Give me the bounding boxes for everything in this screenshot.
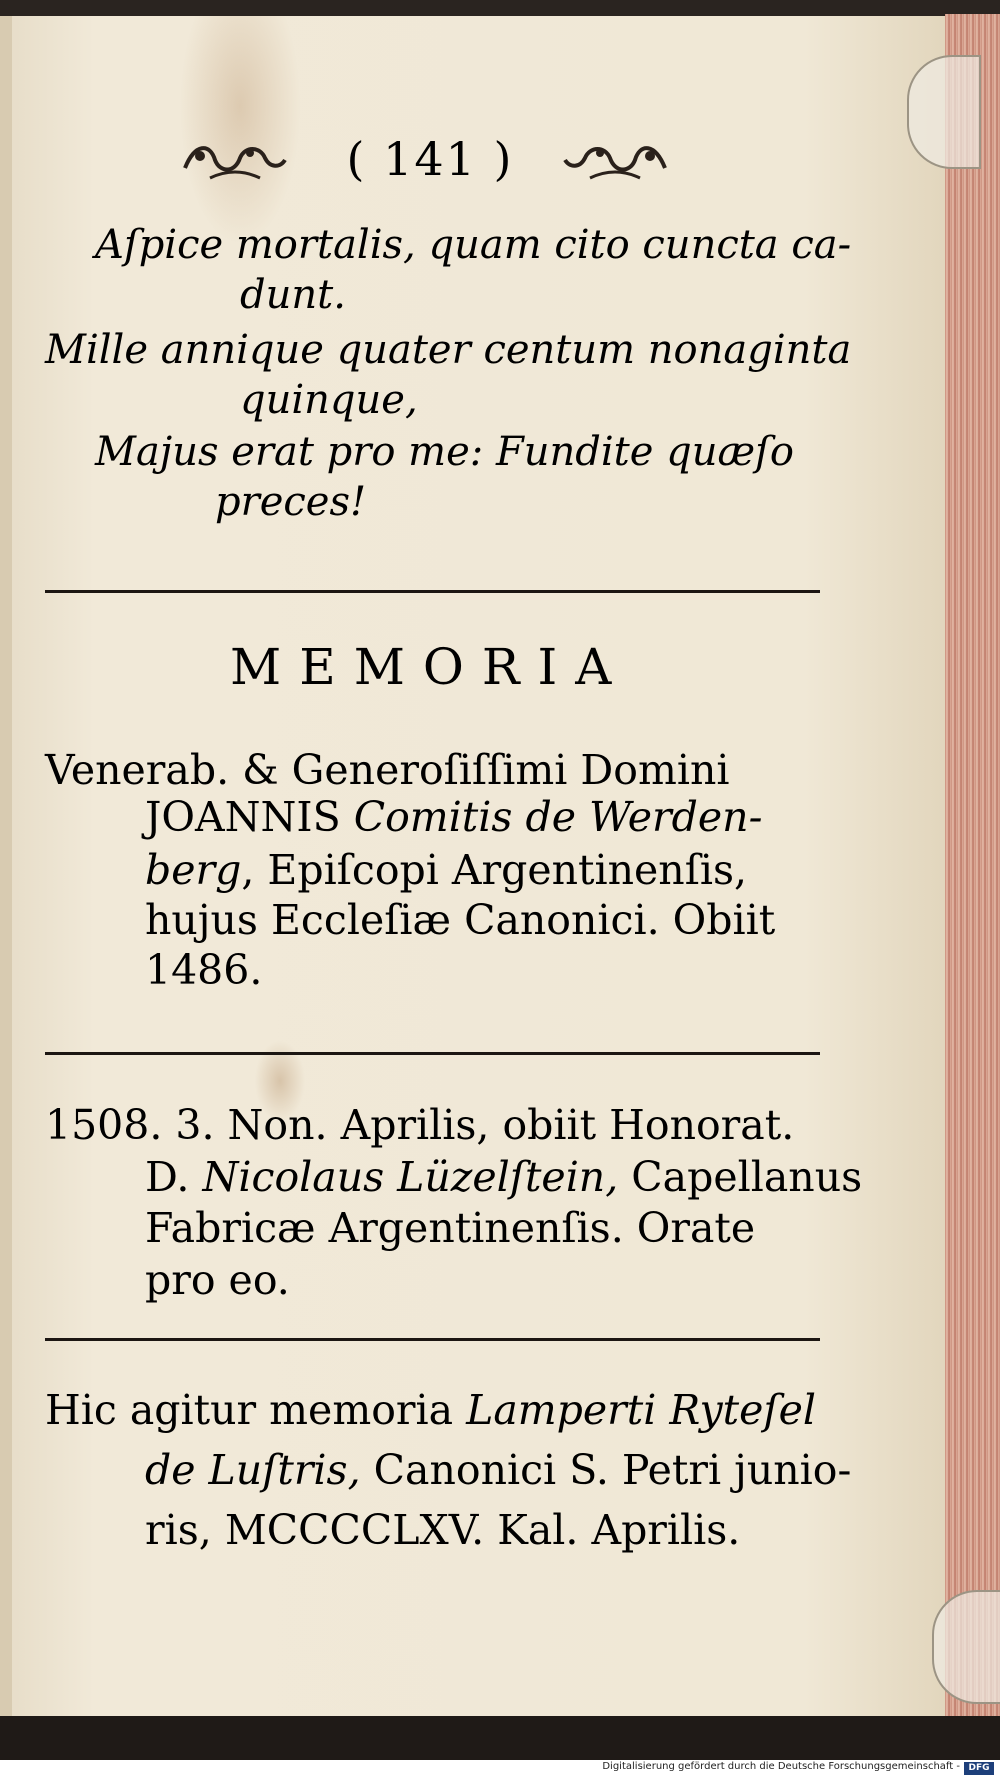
entry-1508-line: pro eo. bbox=[145, 1256, 290, 1304]
page-tab-bottom bbox=[932, 1590, 1000, 1704]
page-header bbox=[180, 132, 680, 192]
title-canonici: Canonici S. Petri junio- bbox=[373, 1446, 852, 1494]
horizontal-rule bbox=[45, 590, 820, 593]
binding-gutter bbox=[0, 16, 12, 1716]
memoria-line bbox=[145, 846, 748, 894]
name-joannis: JOANNIS bbox=[145, 793, 341, 841]
footer-credit: Digitalisierung gefördert durch die Deutsche Forschungsgemeinschaft - bbox=[602, 1761, 960, 1772]
memoria-heading: MEMORIA bbox=[230, 638, 630, 696]
name-berg: berg bbox=[145, 846, 242, 894]
horizontal-rule bbox=[45, 1338, 820, 1341]
name-lustris: de Luſtris, bbox=[145, 1446, 361, 1494]
name-comitis: Comitis de Werden- bbox=[353, 793, 763, 841]
verse-line: Aſpice mortalis, quam cito cuncta ca- bbox=[95, 222, 852, 268]
title-episcopi: , Epiſcopi Argentinenſis, bbox=[241, 846, 748, 894]
horizontal-rule bbox=[45, 1052, 820, 1055]
verse-line: preces! bbox=[215, 479, 367, 525]
page-number: ( 141 ) bbox=[346, 132, 514, 186]
verse-line: dunt. bbox=[240, 272, 346, 318]
page-tab-top bbox=[907, 55, 981, 169]
entry-1508-line: Fabricæ Argentinenſis. Orate bbox=[145, 1204, 756, 1252]
verse-line: quinque, bbox=[240, 377, 418, 423]
ornament-left-icon bbox=[180, 138, 290, 183]
page-edge bbox=[945, 14, 1000, 1718]
name-lamperti: Lamperti Ryteſel bbox=[466, 1386, 816, 1434]
memoria-line bbox=[145, 793, 763, 841]
name-nicolaus: Nicolaus Lüzelſtein, bbox=[202, 1153, 619, 1201]
entry-lamperti-roman: Hic agitur memoria bbox=[45, 1386, 454, 1434]
entry-1508-line: 1508. 3. Non. Aprilis, obiit Honorat. bbox=[45, 1101, 795, 1149]
entry-lamperti-line bbox=[145, 1446, 852, 1494]
title-capellanus: Capellanus bbox=[631, 1153, 863, 1201]
entry-1508-prefix: D. bbox=[145, 1153, 190, 1201]
entry-lamperti-line: ris, MCCCCLXV. Kal. Aprilis. bbox=[145, 1506, 741, 1554]
ornament-right-icon bbox=[560, 138, 670, 183]
memoria-line: 1486. bbox=[145, 946, 263, 994]
memoria-line: Venerab. & Generoſiſſimi Domini bbox=[45, 746, 730, 794]
entry-lamperti-line bbox=[45, 1386, 816, 1434]
scan-bottom-band bbox=[0, 1716, 1000, 1760]
verse-line: Majus erat pro me: Fundite quæſo bbox=[95, 429, 794, 475]
dfg-logo: DFG bbox=[964, 1762, 994, 1775]
memoria-line: hujus Eccleſiæ Canonici. Obiit bbox=[145, 896, 776, 944]
entry-1508-line bbox=[145, 1153, 863, 1201]
verse-line: Mille annique quater centum nonaginta bbox=[45, 327, 852, 373]
